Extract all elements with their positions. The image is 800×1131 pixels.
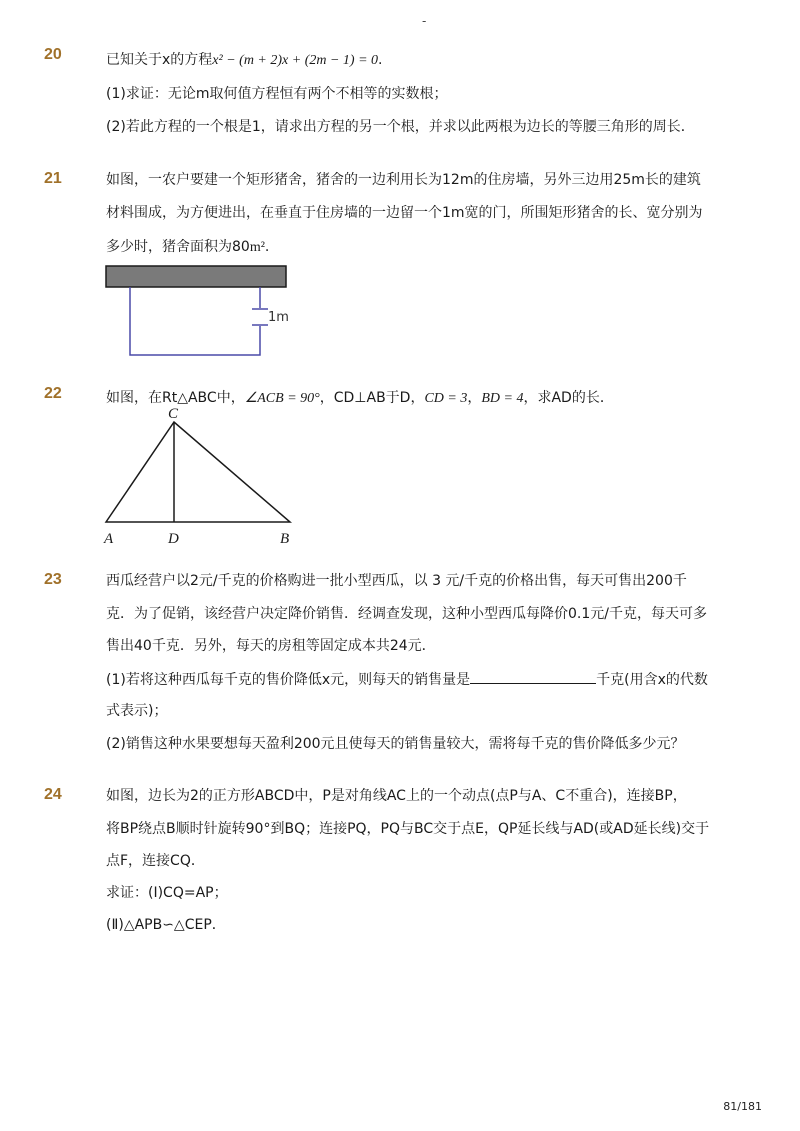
question-number-23: 23 bbox=[44, 571, 62, 588]
q22-cd: CD = 3 bbox=[424, 391, 468, 406]
q23-line1: 西瓜经营户以2元/千克的价格购进一批小型西瓜，以 3 元/千克的价格出售，每天可售出200千 bbox=[106, 573, 687, 589]
q23-part1-b: 千克(用含x的代数 bbox=[596, 672, 708, 688]
q21-line3 bbox=[106, 237, 269, 258]
q23-part1-cont: 式表示)； bbox=[106, 703, 168, 719]
q23-part2: (2)销售这种水果要想每天盈利200元且使每天的销售量较大，需将每千克的售价降低多少元？ bbox=[106, 736, 685, 752]
q24-line2: 将BP绕点B顺时针旋转90°到BQ；连接PQ，PQ与BC交于点E，QP延长线与AD(或AD延长线)交于 bbox=[106, 821, 710, 837]
point-d-label: D bbox=[168, 531, 179, 547]
q22-text-b: ，CD⊥AB于D， bbox=[319, 390, 425, 406]
q21-line3-end: . bbox=[264, 239, 270, 255]
header-mark: - bbox=[422, 14, 427, 28]
q20-part2: (2)若此方程的一个根是1，请求出方程的另一个根，并求以此两根为边长的等腰三角形的周长． bbox=[106, 119, 695, 135]
q22-text-a: 如图，在Rt△ABC中， bbox=[106, 390, 245, 406]
triangle-abc bbox=[106, 422, 290, 522]
q21-area-unit: m² bbox=[249, 240, 265, 255]
q20-equation: x² − (m + 2)x + (2m − 1) = 0 bbox=[212, 53, 379, 68]
pen-fence bbox=[130, 287, 260, 355]
pigsty-diagram bbox=[100, 262, 300, 364]
q24-line1: 如图，边长为2的正方形ABCD中，P是对角线AC上的一个动点(点P与A、C不重合)，连接BP， bbox=[106, 788, 687, 804]
question-number-21: 21 bbox=[44, 170, 62, 187]
q23-line2: 克．为了促销，该经营户决定降价销售．经调查发现，这种小型西瓜每降价0.1元/千克，每天可多 bbox=[106, 606, 707, 622]
q22-angle: ∠ACB = 90° bbox=[244, 391, 320, 406]
q24-part1: 求证：(Ⅰ)CQ=AP； bbox=[106, 885, 228, 901]
point-c-label: C bbox=[168, 408, 179, 422]
door-label: 1m bbox=[268, 310, 289, 325]
q24-line3: 点F，连接CQ． bbox=[106, 853, 205, 869]
q23-line3: 售出40千克．另外，每天的房租等固定成本共24元． bbox=[106, 638, 436, 654]
triangle-diagram bbox=[98, 408, 308, 548]
q22-text-d: ，求AD的长． bbox=[523, 390, 614, 406]
point-a-label: A bbox=[104, 531, 114, 547]
q20-stem-end: . bbox=[378, 52, 383, 68]
point-b-label: B bbox=[280, 531, 290, 547]
q22-stem bbox=[106, 388, 614, 409]
q20-part1: (1)求证：无论m取何值方程恒有两个不相等的实数根； bbox=[106, 86, 448, 102]
question-number-20: 20 bbox=[44, 46, 62, 63]
q23-part1-a: (1)若将这种西瓜每千克的售价降低x元，则每天的销售量是 bbox=[106, 672, 471, 688]
q24-part2: (Ⅱ)△APB∽△CEP． bbox=[106, 917, 226, 933]
q20-stem bbox=[106, 50, 382, 71]
q21-line1: 如图，一农户要建一个矩形猪舍，猪舍的一边利用长为12m的住房墙，另外三边用25m长的建筑 bbox=[106, 172, 701, 188]
house-wall bbox=[106, 266, 286, 287]
q22-text-c: ， bbox=[467, 390, 482, 406]
question-number-22: 22 bbox=[44, 385, 62, 402]
q22-bd: BD = 4 bbox=[481, 391, 524, 406]
q20-stem-text: 已知关于x的方程 bbox=[106, 52, 213, 68]
answer-blank[interactable] bbox=[470, 669, 596, 684]
q21-line2: 材料围成，为方便进出，在垂直于住房墙的一边留一个1m宽的门，所围矩形猪舍的长、宽分别为 bbox=[106, 205, 703, 221]
q23-part1 bbox=[106, 669, 708, 690]
q21-line3-text: 多少时，猪舍面积为80 bbox=[106, 239, 250, 255]
page-number: 81/181 bbox=[723, 1100, 762, 1113]
question-number-24: 24 bbox=[44, 786, 62, 803]
